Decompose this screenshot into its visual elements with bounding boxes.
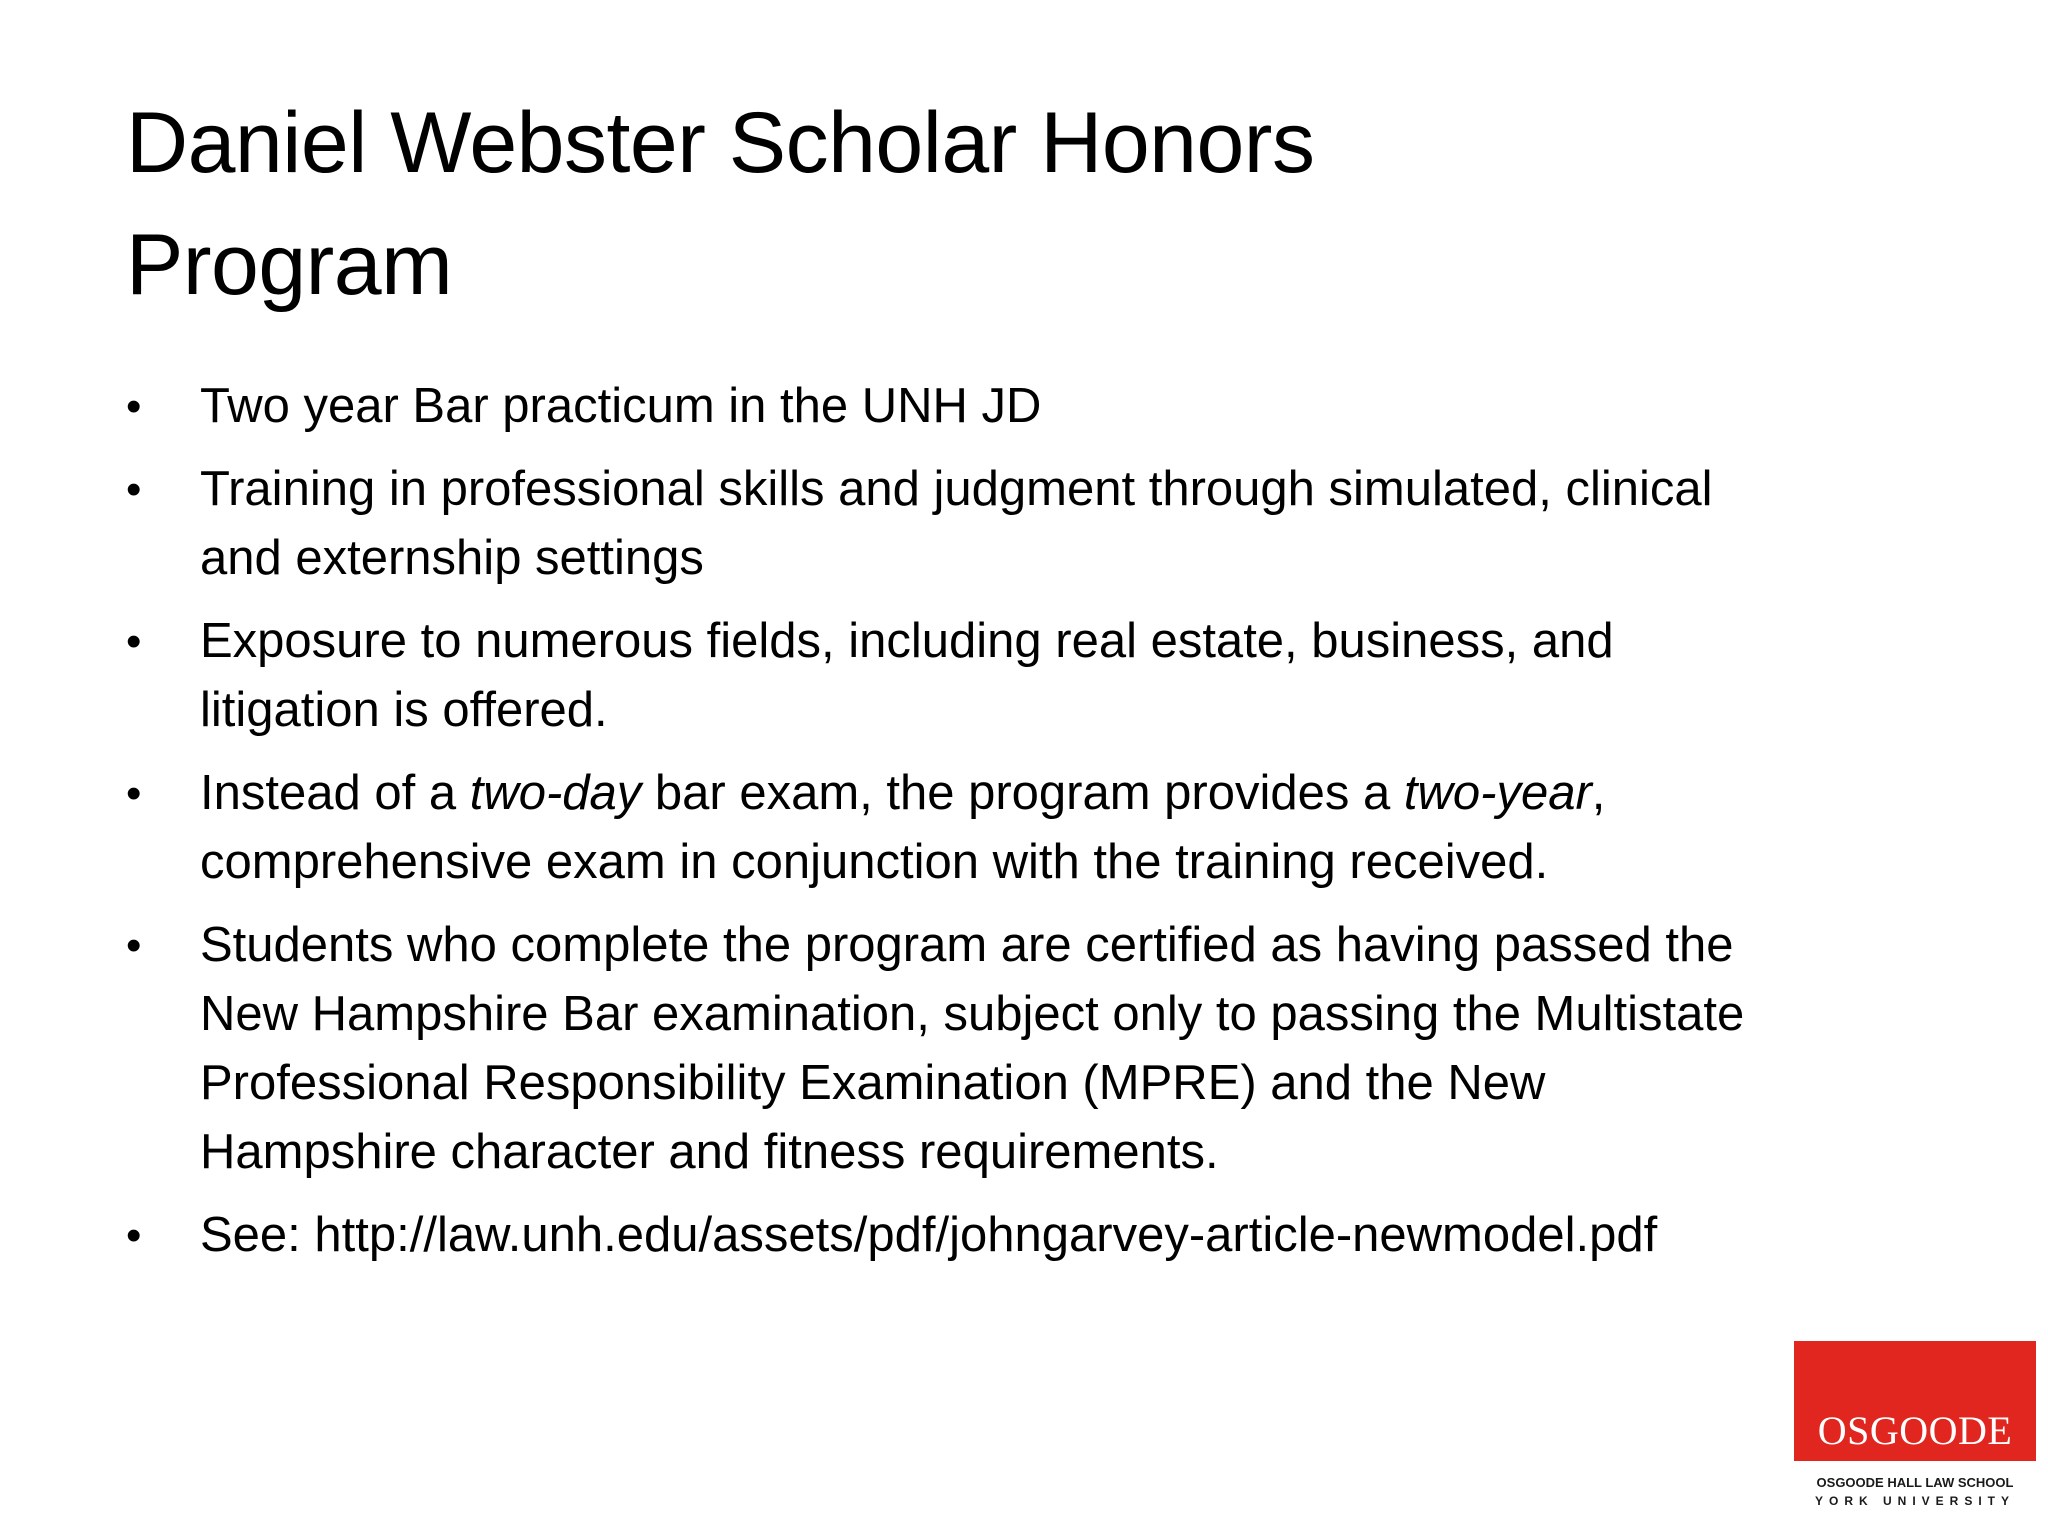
bullet-marker: • bbox=[126, 769, 142, 818]
bullet-text-segment: See: http://law.unh.edu/assets/pdf/johngarvey-article-newmodel.pdf bbox=[200, 1208, 1658, 1262]
bullet-text bbox=[200, 614, 1614, 737]
bullet-text bbox=[200, 462, 1713, 585]
bullet-item bbox=[126, 911, 1746, 1187]
bullet-marker: • bbox=[126, 617, 142, 666]
bullet-text-segment: , comprehensive exam in conjunction with the training received. bbox=[200, 766, 1606, 889]
slide-title: Daniel Webster Scholar Honors Program bbox=[126, 95, 1315, 313]
bullet-item bbox=[126, 372, 1746, 441]
osgoode-logo bbox=[1794, 1341, 2036, 1516]
bullet-list bbox=[126, 372, 1746, 1284]
bullet-text-italic: two-year bbox=[1403, 766, 1592, 820]
bullet-text-segment: Instead of a bbox=[200, 766, 470, 820]
bullet-text bbox=[200, 918, 1744, 1179]
logo-university-name: YORK UNIVERSITY bbox=[1814, 1494, 2015, 1508]
bullet-text-segment: Two year Bar practicum in the UNH JD bbox=[200, 379, 1042, 433]
bullet-item bbox=[126, 759, 1746, 897]
bullet-marker: • bbox=[126, 1211, 142, 1260]
bullet-marker: • bbox=[126, 465, 142, 514]
bullet-marker: • bbox=[126, 921, 142, 970]
bullet-text bbox=[200, 766, 1605, 889]
bullet-text-segment: Training in professional skills and judgment through simulated, clinical and externship settings bbox=[200, 462, 1713, 585]
bullet-item bbox=[126, 1201, 1746, 1270]
bullet-item bbox=[126, 455, 1746, 593]
bullet-text-segment: Exposure to numerous fields, including real estate, business, and litigation is offered. bbox=[200, 614, 1614, 737]
bullet-text-segment: bar exam, the program provides a bbox=[641, 766, 1404, 820]
bullet-text bbox=[200, 379, 1041, 433]
logo-school-name: OSGOODE HALL LAW SCHOOL bbox=[1816, 1475, 2014, 1490]
bullet-item bbox=[126, 607, 1746, 745]
bullet-text bbox=[200, 1208, 1657, 1262]
bullet-text-italic: two-day bbox=[469, 766, 642, 820]
bullet-marker: • bbox=[126, 382, 142, 431]
logo-wordmark: OSGOODE bbox=[1817, 1408, 2013, 1453]
bullet-text-segment: Students who complete the program are certified as having passed the New Hampshire Bar examination, subject only to passing the Multistate Professional Responsibility Examination (MPRE) and the New Hampshire character and fitness requirements. bbox=[200, 918, 1745, 1179]
